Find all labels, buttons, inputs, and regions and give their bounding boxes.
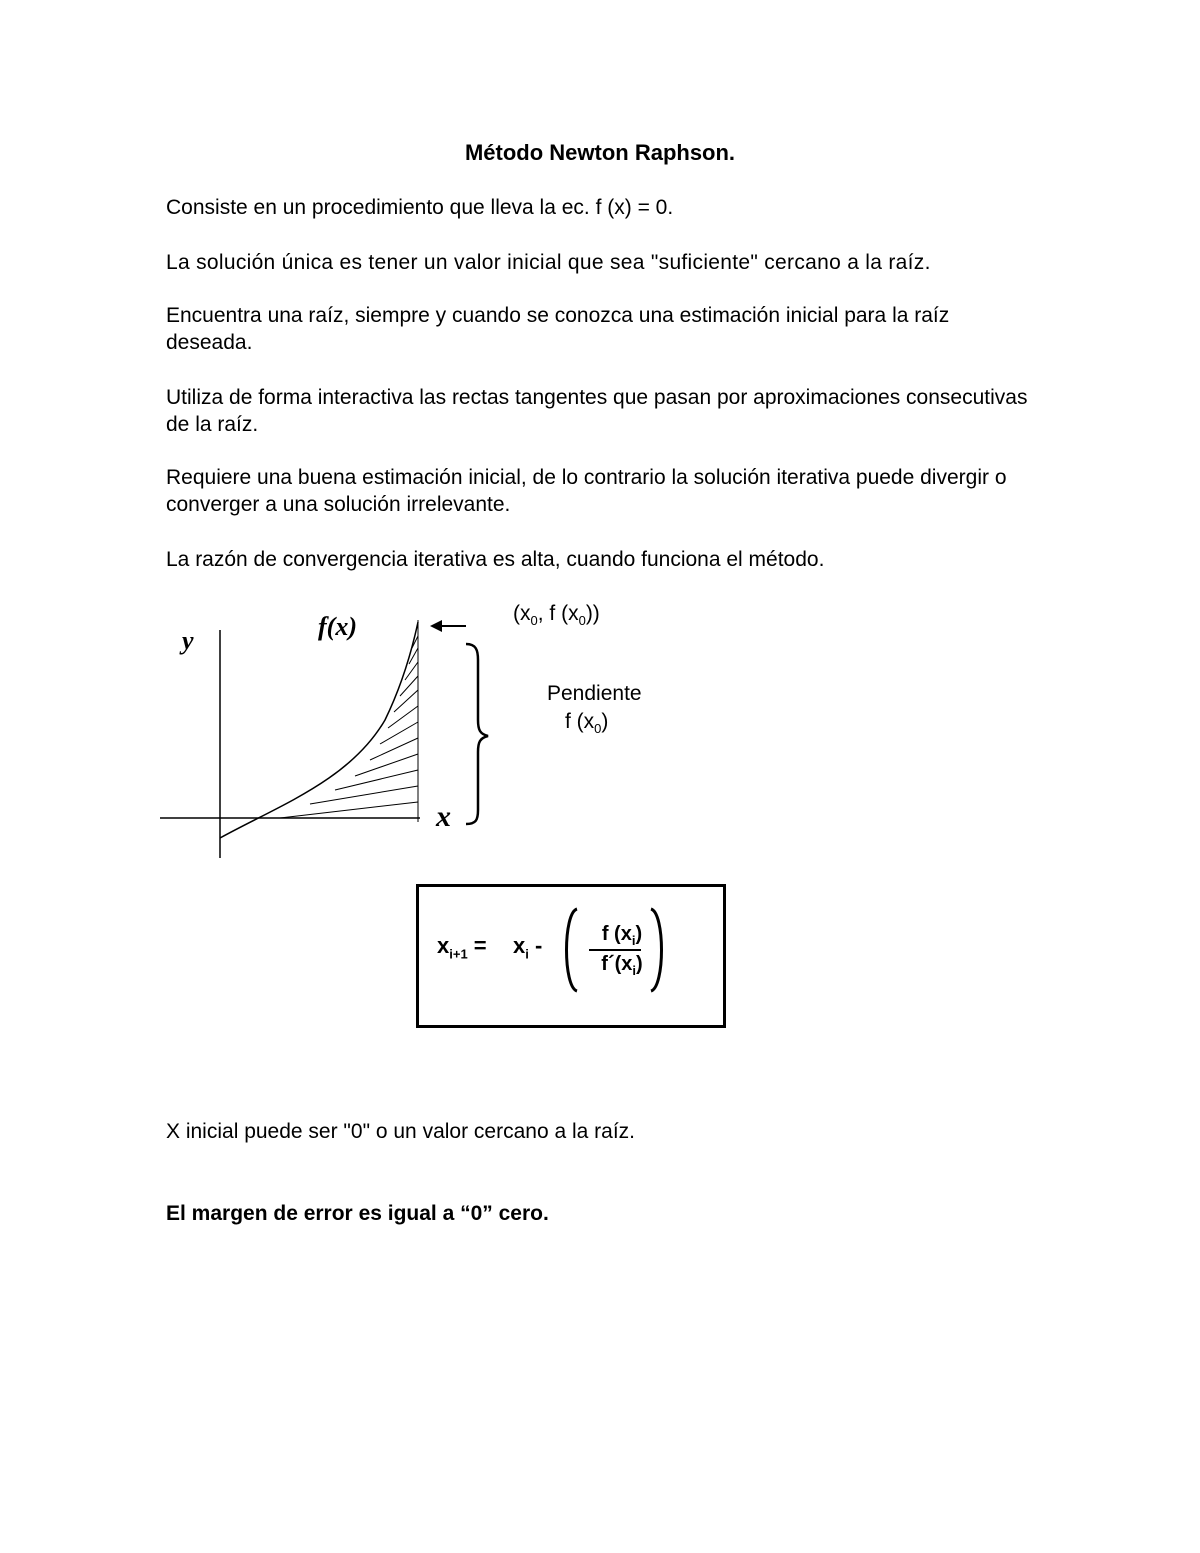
slope-label: Pendiente <box>547 682 642 705</box>
fraction-bar <box>589 949 641 951</box>
point-label: ($x_0$, f $(x_0)$) <box>513 602 600 629</box>
paragraph-convergence: La razón de convergencia iterativa es alta, cuando funciona el método. <box>166 548 825 571</box>
paragraph-root-estimate: Encuentra una raíz, siempre y cuando se conozca una estimación inicial para la raíz deseada. <box>166 304 950 354</box>
formula-denominator: $f´(x_i)$ <box>601 953 643 978</box>
formula-rhs: $x_i$ - <box>513 933 543 962</box>
arrow-icon <box>430 620 466 632</box>
curly-brace <box>466 644 488 824</box>
x-axis-label: x <box>436 800 451 833</box>
paragraph-initial-value: La solución única es tener un valor inicial que sea "suficiente" cercano a la raíz. <box>166 251 931 274</box>
paragraph-tangent-lines: Utiliza de forma interactiva las rectas tangentes que pasan por aproximaciones consecutivas de la raíz. <box>166 386 1028 436</box>
formula-box <box>416 884 726 1028</box>
paragraph-definition: Consiste en un procedimiento que lleva la ec. f (x) = 0. <box>166 196 674 219</box>
hatching <box>280 636 418 818</box>
formula-numerator: f $(x_i)$ <box>601 923 643 948</box>
slope-value-label: f $(x_0)$ <box>565 710 609 737</box>
paragraph-requirement: Requiere una buena estimación inicial, de lo contrario la solución iterativa puede divergir o converger a una solución irrelevante. <box>166 466 1007 516</box>
formula-lhs: $x_{i+1}$ = <box>437 933 487 962</box>
paragraph-error-margin: El margen de error es igual a “0” cero. <box>166 1202 549 1225</box>
fx-label: f(x) <box>318 612 357 641</box>
y-axis-label: y <box>182 626 194 655</box>
paragraph-x-initial: X inicial puede ser "0" o un valor cercano a la raíz. <box>166 1120 635 1143</box>
page-title: Método Newton Raphson. <box>464 140 736 165</box>
